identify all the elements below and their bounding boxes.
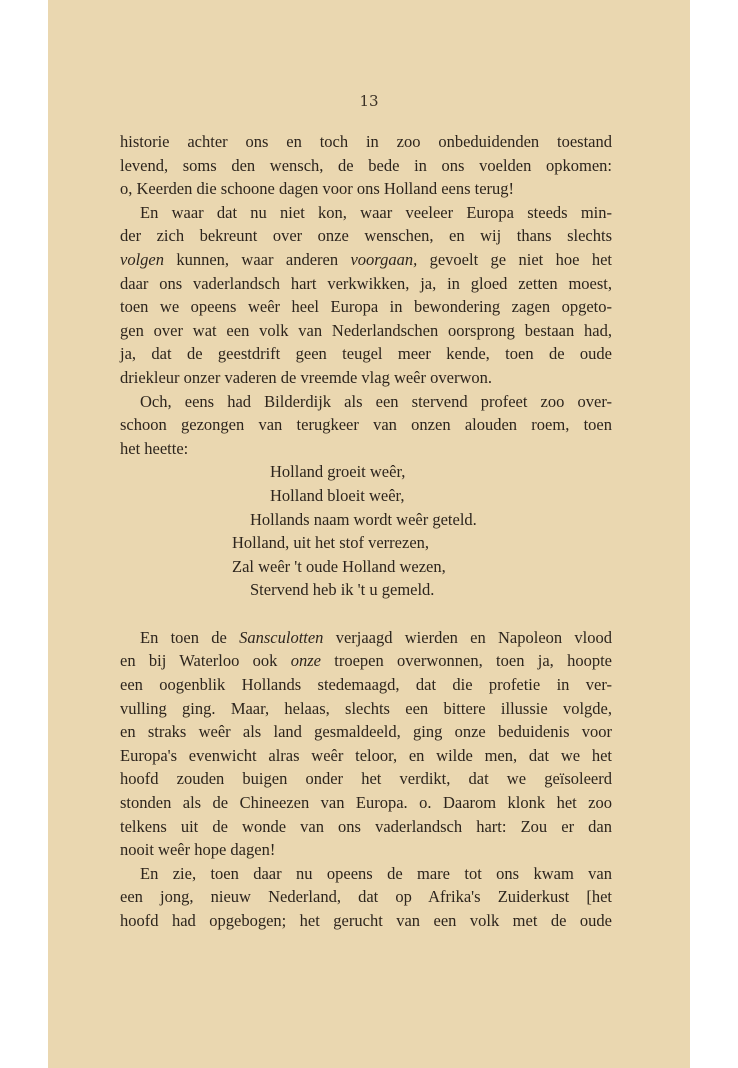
- text-line: der zich bekreunt over onze wenschen, en wij thans slechts: [120, 226, 612, 246]
- poem-line: Holland bloeit weêr,: [270, 485, 405, 505]
- text-line: daar ons vaderlandsch hart verkwikken, ja, in gloed zetten moest,: [120, 273, 612, 293]
- book-page: [48, 0, 690, 1068]
- text-line: telkens uit de wonde van ons vaderlandsch hart: Zou er dan: [120, 816, 612, 836]
- text-line: vulling ging. Maar, helaas, slechts een bittere illussie volgde,: [120, 698, 612, 718]
- text-line: hoofd zouden buigen onder het verdikt, dat we geïsoleerd: [120, 769, 612, 789]
- text-fragment: verjaagd wierden en Napoleon vlood: [323, 627, 613, 647]
- text-line: schoon gezongen van terugkeer van onzen alouden roem, toen: [120, 415, 612, 435]
- text-line-mixed: [120, 248, 612, 272]
- text-fragment: gevoelt ge niet hoe het: [417, 249, 612, 269]
- text-line: ja, dat de geestdrift geen teugel meer kende, toen de oude: [120, 344, 612, 364]
- italic-word: voorgaan,: [350, 249, 418, 269]
- text-line: En zie, toen daar nu opeens de mare tot ons kwam van: [140, 863, 612, 883]
- text-line: gen over wat een volk van Nederlandschen oorsprong bestaan had,: [120, 320, 612, 340]
- italic-word: onze: [290, 651, 321, 671]
- text-line-mixed: [120, 626, 612, 650]
- poem-line: Holland groeit weêr,: [270, 462, 406, 482]
- text-line: en straks weêr als land gesmaldeeld, ging onze beduidenis voor: [120, 722, 612, 742]
- page-body-text: [120, 130, 612, 933]
- text-line: nooit weêr hope dagen!: [120, 840, 276, 860]
- text-line: Och, eens had Bilderdijk als een stervend profeet zoo over-: [140, 391, 612, 411]
- paragraph-gap: [120, 602, 612, 626]
- text-line: het heette:: [120, 438, 189, 458]
- poem-line: Holland, uit het stof verrezen,: [232, 533, 430, 553]
- text-line: Europa's evenwicht alras weêr teloor, en wilde men, dat we het: [120, 745, 612, 765]
- text-fragment: kunnen, waar anderen: [163, 249, 351, 269]
- text-line: een oogenblik Hollands stedemaagd, dat die profetie in ver-: [120, 675, 612, 695]
- text-line: historie achter ons en toch in zoo onbeduidenden toestand: [120, 132, 612, 151]
- italic-word: volgen: [120, 249, 164, 269]
- text-line: levend, soms den wensch, de bede in ons voelden opkomen:: [120, 155, 612, 175]
- text-fragment: En toen de: [140, 627, 240, 647]
- text-line: o, Keerden die schoone dagen voor ons Holland eens terug!: [120, 179, 515, 199]
- text-line-mixed: [120, 649, 612, 673]
- text-line: hoofd had opgebogen; het gerucht van een volk met de oude: [120, 911, 612, 930]
- text-line: toen we opeens weêr heel Europa in bewondering zagen opgeto-: [120, 297, 612, 317]
- text-line: een jong, nieuw Nederland, dat op Afrika's Zuiderkust [het: [120, 887, 612, 907]
- text-line: stonden als de Chineezen van Europa. o. Daarom klonk het zoo: [120, 793, 612, 813]
- text-line: En waar dat nu niet kon, waar veeleer Europa steeds min-: [140, 202, 612, 222]
- text-line: driekleur onzer vaderen de vreemde vlag weêr overwon.: [120, 367, 492, 387]
- text-fragment: troepen overwonnen, toen ja, hoopte: [320, 651, 612, 671]
- text-fragment: en bij Waterloo ook: [120, 651, 291, 671]
- page-number: 13: [359, 92, 379, 110]
- poem-line: Stervend heb ik 't u gemeld.: [250, 580, 435, 600]
- poem-line: Zal weêr 't oude Holland wezen,: [232, 556, 446, 576]
- poem-line: Hollands naam wordt weêr geteld.: [250, 509, 477, 529]
- italic-word: Sansculotten: [239, 627, 324, 647]
